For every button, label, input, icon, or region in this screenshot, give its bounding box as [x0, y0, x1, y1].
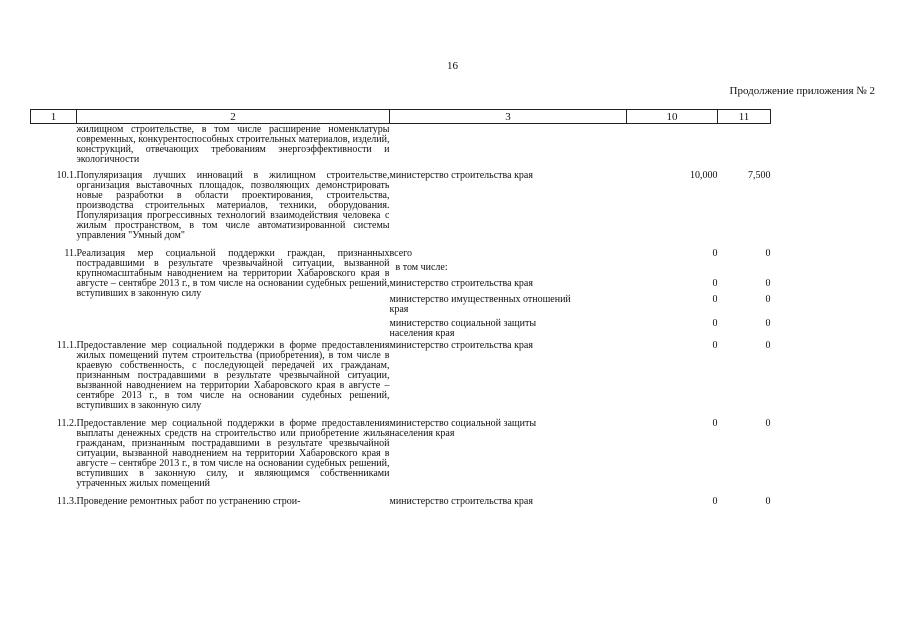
table-row	[31, 249, 771, 341]
header-col-3: 3	[390, 110, 627, 124]
program-table	[30, 109, 771, 507]
row-value-11: 7,500	[748, 170, 771, 181]
row-number: 11.1.	[56, 340, 77, 351]
row-responsible-list	[390, 249, 627, 341]
row-responsible: министерство строительства края	[389, 170, 533, 181]
row-responsible: министерство строительства края	[389, 340, 533, 351]
sub-value-11	[718, 263, 771, 279]
row-value-11: 0	[765, 496, 771, 507]
table-row	[31, 419, 771, 489]
sub-responsible: министерство имущественных отношений края	[389, 294, 571, 315]
sub-value-11: 0	[765, 278, 771, 289]
sub-responsible: всего	[389, 248, 413, 259]
sub-value-10: 0	[712, 294, 718, 305]
table-row	[31, 341, 771, 411]
row-responsible: министерство строительства края	[389, 496, 533, 507]
row-value-11: 0	[765, 340, 771, 351]
row-description: Предоставление мер социальной поддержки в форме предоставления выплаты денежных средств на строительство или приобретение жилья гражданам, признанным пострадавшими в результате чрезвычайной ситуации, вызванной наводнением на территории Хабаровского края в августе – сентябре 2013 г., в том числе на основании судебных решений, вступивших в законную силу, и являющимся собственниками утраченных жилых помещений	[76, 418, 390, 489]
sub-value-10: 0	[712, 248, 718, 259]
row-value-10-list	[627, 249, 718, 341]
sub-responsible: министерство социальной защиты населения края	[389, 318, 537, 339]
table-row	[31, 171, 771, 241]
row-value-11: 0	[765, 418, 771, 429]
sub-value-10: 0	[712, 278, 718, 289]
row-description: Популяризация лучших инноваций в жилищном строительстве, организация выставочных площадок, позволяющих демонстрировать новые разработки в области проектирования, строительства, производства строительных материалов, техники, оборудования. Популяризация прогрессивных технологий взаимодействия человека с жилым пространством, в том числе автоматизированной системы управления "Умный дом"	[76, 170, 390, 241]
row-value-10: 0	[712, 418, 718, 429]
row-number	[31, 124, 77, 166]
row-value-10: 0	[712, 340, 718, 351]
sub-responsible: министерство строительства края	[389, 278, 533, 289]
row-responsible: министерство социальной защиты населения края	[389, 418, 537, 439]
sub-value-11: 0	[765, 294, 771, 305]
row-description: Реализация мер социальной поддержки граждан, признанных пострадавшими в результате чрезвычайной ситуации, вызванной крупномасштабным наводнением на территории Хабаровского края в августе – сентябре 2013 г., в том числе на основании судебных решений, вступивших в законную силу	[76, 248, 390, 299]
row-description: Проведение ремонтных работ по устранению строи-	[76, 496, 301, 507]
row-description: Предоставление мер социальной поддержки в форме предоставления жилых помещений путем строительства (приобретения), в том числе в краевую собственность, с последующей передачей их гражданам, признанным пострадавшими в результате чрезвычайной ситуации, вызванной наводнением на территории Хабаровского края в августе – сентябре 2013 г., в том числе на основании судебных решений, вступивших в законную силу	[76, 340, 390, 411]
row-responsible	[390, 124, 627, 166]
row-number: 11.3.	[56, 496, 77, 507]
header-col-10: 10	[627, 110, 718, 124]
sub-responsible: в том числе:	[395, 262, 448, 273]
row-value-11-list	[718, 249, 771, 341]
sub-value-11: 0	[765, 318, 771, 329]
sub-value-11: 0	[765, 248, 771, 259]
row-value-10: 0	[712, 496, 718, 507]
sub-value-10: 0	[712, 318, 718, 329]
row-number: 11.	[64, 248, 77, 259]
header-col-1: 1	[31, 110, 77, 124]
page-number: 16	[447, 60, 458, 72]
header-col-2: 2	[77, 110, 390, 124]
row-value-10	[627, 124, 718, 166]
row-description: жилищном строительстве, в том числе расширение номенклатуры современных, конкурентоспособных строительных материалов, изделий, конструкций, отвечающих требованиям энергоэффективности и экологичности	[76, 124, 390, 165]
row-number: 11.2.	[56, 418, 77, 429]
row-value-10: 10,000	[690, 170, 718, 181]
row-value-11	[718, 124, 771, 166]
row-number: 10.1.	[56, 170, 77, 181]
header-col-11: 11	[718, 110, 771, 124]
table-row	[31, 497, 771, 507]
continuation-label: Продолжение приложения № 2	[729, 85, 875, 97]
table-row	[31, 124, 771, 166]
header-row	[31, 110, 771, 124]
sub-value-10	[627, 263, 718, 279]
